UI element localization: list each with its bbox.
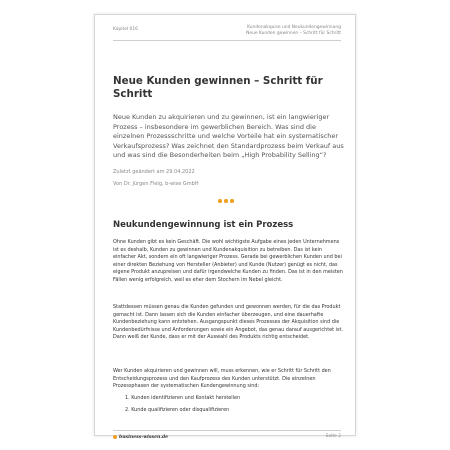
section-heading: Neukundengewinnung ist ein Prozess (113, 220, 294, 230)
separator-dot (224, 199, 228, 203)
header-section: Kundenakquise und Neukundengewinnung (247, 25, 341, 30)
updated-date: Zuletzt geändert am 29.04.2022 (113, 169, 195, 175)
page-number: Seite 2 (325, 434, 341, 439)
list-item: 1. Kunden identifizieren und Kontakt herstellen (125, 395, 241, 401)
document-page (94, 14, 356, 440)
header-divider (113, 40, 341, 41)
separator-dot (218, 199, 222, 203)
logo-text: business-wissen.de (119, 434, 169, 440)
header-chapter: Kapitel 016 (113, 27, 138, 32)
article-intro: Neue Kunden zu akquirieren und zu gewinnen, ist ein langwieriger Prozess – insbesondere im gewerblichen Bereich. Was sind die einzelnen Prozessschritte und welche Vorteile hat ein systematischer Verkaufsprozess? Was zeichnet den Standardprozess beim Verkauf aus und was sind die Besonderheiten beim „High Probability Selling“? (113, 113, 344, 160)
separator-dot (230, 199, 234, 203)
separator-dots (218, 198, 242, 204)
footer-divider (113, 430, 341, 431)
paragraph: Wer Kunden akquirieren und gewinnen will, muss erkennen, wie er Schritt für Schritt den Entscheidungsprozess und den Kaufprozess des Kunden unterstützt. Die einzelnen Prozessphasen der systematischen Kundengewinnung sind: (113, 368, 331, 390)
header-breadcrumb (246, 25, 341, 37)
article-title: Neue Kunden gewinnen – Schritt für Schritt (113, 75, 323, 100)
header-subsection: Neue Kunden gewinnen – Schritt für Schritt (246, 31, 341, 36)
paragraph: Ohne Kunden gibt es kein Geschäft. Die wohl wichtigste Aufgabe eines jeden Unternehmens ist es deshalb, Kunden zu gewinnen und Kundenakquisition zu betreiben. Das ist kein einfacher Akt, sondern ein oft langwieriger Prozess. Gerade bei gewerblichen Kunden und bei einer direkten Beziehung von Hersteller (Anbieter) und Kunde (Nutzer) genügt es nicht, das eigene Produkt anzupreisen und dafür irgendwelche Kunden zu finden. Das ist in den meisten Fällen wenig erfolgreich, weil es eher dem Stochern im Nebel gleicht. (113, 239, 343, 283)
site-logo[interactable] (113, 433, 168, 441)
paragraph: Stattdessen müssen genau die Kunden gefunden und gewonnen werden, für die das Produkt gemacht ist. Dann lassen sich die Kunden einfacher überzeugen, und eine dauerhafte Kundenbeziehung kann entstehen. Ausgangspunkt dieses Prozesses der Akquisition sind die Kundenbedürfnisse und Anforderungen sowie ein Angebot, das genau darauf ausgerichtet ist. Dann weiß der Kunde, dass er mit der Auswahl des Produkts richtig entscheidet. (113, 304, 343, 341)
author-line: Von Dr. Jürgen Fleig, b-wise GmbH (113, 181, 199, 187)
list-item: 2. Kunde qualifizieren oder disqualifizieren (125, 407, 230, 413)
logo-dot-icon (113, 435, 117, 439)
